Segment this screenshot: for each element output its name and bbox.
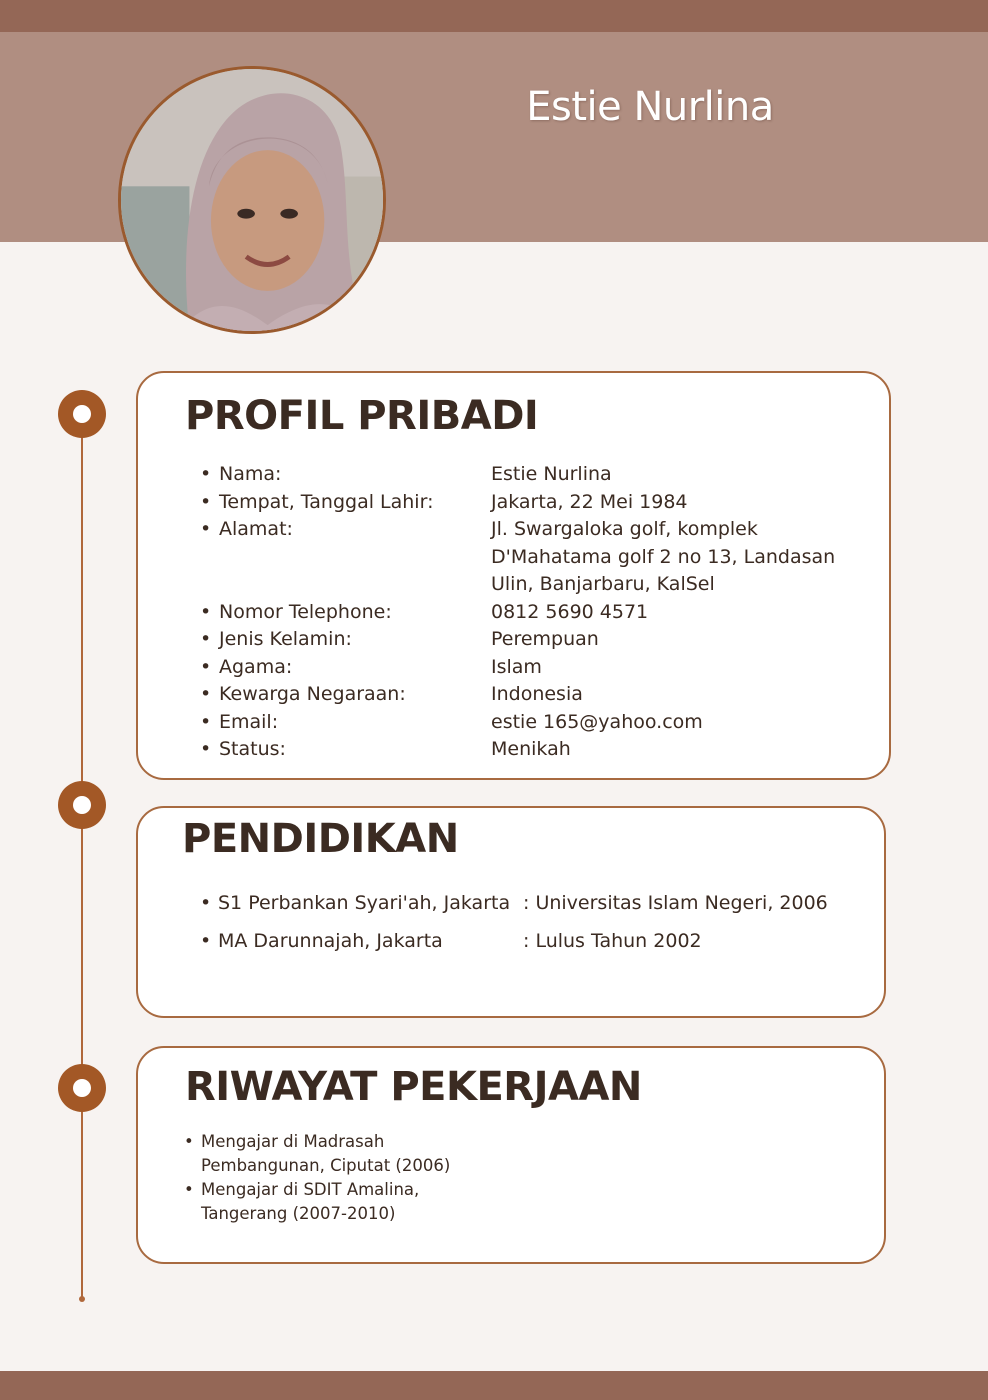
work-item-1-line-1: Mengajar di Madrasah [201, 1132, 385, 1151]
profile-title: PROFIL PRIBADI [185, 393, 539, 439]
profile-value-address-line-3: Ulin, Banjarbaru, KalSel [491, 573, 715, 595]
profile-value-name: Estie Nurlina [491, 463, 612, 485]
profile-value-religion: Islam [491, 655, 542, 678]
work-item-1-line-2: Pembangunan, Ciputat (2006) [201, 1156, 451, 1175]
profile-label-citizenship: Kewarga Negaraan: [219, 683, 406, 705]
profile-photo [118, 66, 386, 334]
work-item-2-line-2: Tangerang (2007-2010) [201, 1204, 396, 1223]
profile-label-status: Status: [219, 738, 286, 760]
timeline-node-profile [58, 390, 106, 438]
education-degree-2: MA Darunnajah, Jakarta [218, 930, 443, 952]
work-item-2-line-1: Mengajar di SDIT Amalina, [201, 1180, 420, 1199]
profile-label-address: Alamat: [219, 518, 293, 540]
profile-value-gender: Perempuan [491, 628, 599, 650]
profile-value-address-line-2: D'Mahatama golf 2 no 13, Landasan [491, 545, 836, 568]
education-degree-1: S1 Perbankan Syari'ah, Jakarta [218, 892, 511, 914]
timeline-end-dot [79, 1296, 85, 1302]
profile-photo-illustration [121, 69, 383, 331]
list-bullet: • [200, 490, 212, 513]
timeline-line [81, 414, 83, 1298]
person-name: Estie Nurlina [526, 84, 774, 130]
list-bullet: • [184, 1132, 194, 1151]
profile-value-phone: 0812 5690 4571 [491, 600, 649, 623]
education-title: PENDIDIKAN [182, 816, 459, 862]
profile-label-birth: Tempat, Tanggal Lahir: [219, 490, 434, 513]
profile-value-address-line-1: Jl. Swargaloka golf, komplek [491, 518, 758, 540]
list-bullet: • [200, 518, 212, 540]
work-title: RIWAYAT PEKERJAAN [185, 1064, 642, 1110]
list-bullet: • [200, 738, 212, 760]
bottom-decor-strip [0, 1371, 988, 1400]
work-card [136, 1046, 886, 1264]
list-bullet: • [200, 628, 212, 650]
list-bullet: • [200, 683, 212, 705]
profile-label-religion: Agama: [219, 655, 293, 678]
profile-label-email: Email: [219, 710, 279, 733]
profile-card [136, 371, 891, 780]
timeline-node-work [58, 1064, 106, 1112]
list-bullet: • [200, 710, 212, 733]
profile-label-gender: Jenis Kelamin: [219, 628, 352, 650]
profile-value-citizenship: Indonesia [491, 683, 583, 705]
list-bullet: • [200, 655, 212, 678]
top-decor-strip [0, 0, 988, 32]
list-bullet: • [200, 892, 212, 914]
timeline-node-education [58, 781, 106, 829]
profile-value-email: estie 165@yahoo.com [491, 710, 703, 733]
list-bullet: • [200, 930, 212, 952]
profile-label-phone: Nomor Telephone: [219, 600, 392, 623]
profile-value-status: Menikah [491, 738, 571, 760]
list-bullet: • [200, 463, 212, 485]
education-institution-1: : Universitas Islam Negeri, 2006 [523, 892, 828, 914]
profile-label-name: Nama: [219, 463, 282, 485]
education-card [136, 806, 886, 1018]
profile-value-birth: Jakarta, 22 Mei 1984 [491, 490, 688, 513]
list-bullet: • [184, 1180, 194, 1199]
education-institution-2: : Lulus Tahun 2002 [523, 930, 702, 952]
list-bullet: • [200, 600, 212, 623]
